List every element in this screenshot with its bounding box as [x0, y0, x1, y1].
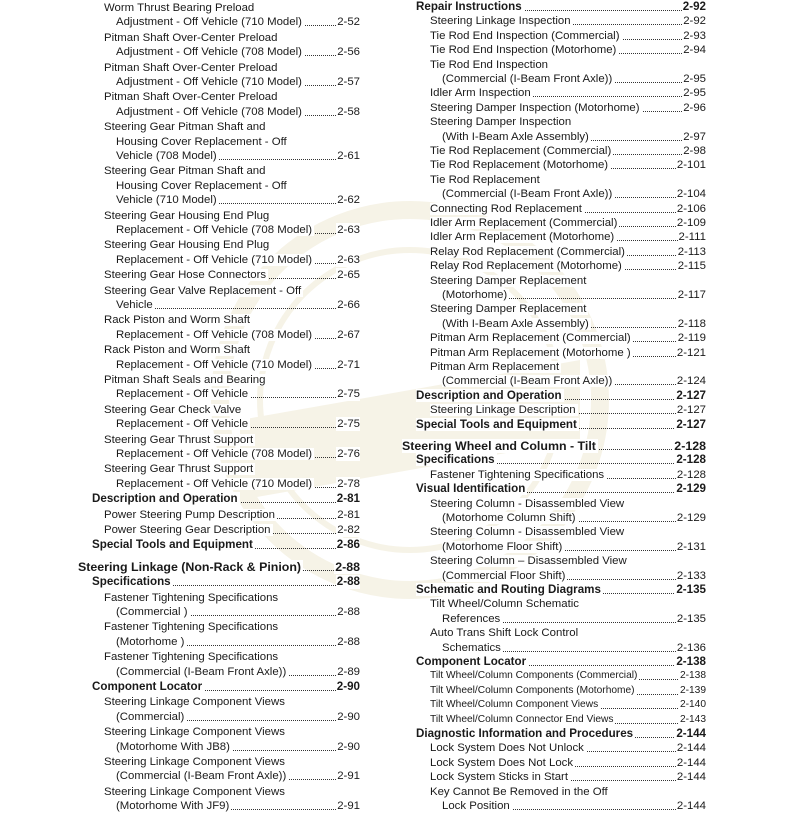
toc-page-number: 2-61: [337, 150, 360, 162]
toc-entry-line[interactable]: [116, 710, 360, 724]
toc-entry-line[interactable]: [104, 403, 360, 417]
toc-entry-line[interactable]: [104, 61, 360, 75]
toc-entry-line[interactable]: [116, 635, 360, 649]
toc-entry-title: Replacement - Off Vehicle (710 Model): [116, 358, 313, 371]
toc-entry-line[interactable]: [430, 144, 706, 158]
toc-entry-line[interactable]: [116, 769, 360, 783]
toc-entry-title: Rack Piston and Worm Shaft: [104, 344, 251, 357]
toc-entry-line[interactable]: [104, 591, 360, 605]
toc-entry-title: Steering Linkage Component Views: [104, 726, 285, 739]
toc-entry-title: Tie Rod End Inspection (Motorhome): [430, 44, 617, 57]
toc-entry-title: Fastener Tightening Specifications: [104, 621, 279, 634]
toc-entry-line[interactable]: [104, 31, 360, 45]
toc-page-number: 2-101: [676, 159, 706, 172]
toc-entry-title: (Commercial (I-Beam Front Axle)): [442, 188, 613, 201]
toc-entry-title: Repair Instructions: [416, 0, 522, 13]
toc-entry-line[interactable]: [116, 135, 360, 149]
toc-page-number: 2-104: [676, 188, 706, 201]
toc-entry-line[interactable]: [430, 403, 706, 417]
toc-entry-line[interactable]: [430, 597, 706, 611]
toc-page-number: 2-90: [337, 740, 360, 753]
toc-entry-title: Component Locator: [92, 680, 203, 693]
toc-entry-line[interactable]: [442, 612, 706, 626]
toc-entry-title: (Motorhome ): [116, 635, 185, 648]
toc-page-number: 2-138: [679, 670, 706, 682]
toc-entry-title: (With I-Beam Axle Assembly): [442, 317, 589, 330]
toc-entry-line[interactable]: [104, 313, 360, 327]
toc-entry-title: Relay Rod Replacement (Motorhome): [430, 260, 622, 273]
toc-entry-title: Steering Gear Check Valve: [104, 403, 242, 416]
toc-entry-line[interactable]: [430, 713, 706, 727]
toc-entry-title: Pitman Shaft Seals and Bearing: [104, 374, 266, 386]
toc-page-number: 2-52: [337, 16, 360, 29]
toc-entry-title: (With I-Beam Axle Assembly): [442, 130, 589, 143]
toc-entry-title: (Commercial ): [116, 606, 188, 618]
toc-entry-title: Steering Damper Inspection: [430, 116, 572, 129]
toc-entry-title: (Motorhome With JF9): [116, 800, 230, 813]
toc-page-number: 2-95: [683, 87, 706, 100]
toc-page-number: 2-88: [336, 575, 360, 589]
toc-page-number: 2-75: [337, 388, 360, 401]
toc-entry-line[interactable]: [430, 245, 706, 259]
toc-entry-line[interactable]: [430, 158, 706, 172]
toc-entry-title: Schematics: [442, 641, 501, 654]
toc-entry-title: Tilt Wheel/Column Schematic: [430, 598, 579, 611]
toc-page-number: 2-57: [337, 76, 360, 88]
toc-entry-title: Steering Wheel and Column - Tilt: [402, 439, 596, 453]
toc-page-number: 2-71: [337, 358, 360, 371]
toc-page-number: 2-96: [683, 101, 706, 114]
toc-entry-line[interactable]: [430, 43, 706, 57]
toc-entry-line[interactable]: [430, 360, 706, 374]
toc-entry-title: Steering Damper Replacement: [430, 303, 587, 316]
toc-entry-line[interactable]: [430, 497, 706, 511]
toc-entry-line[interactable]: [430, 14, 706, 28]
toc-entry-line[interactable]: [416, 482, 706, 496]
toc-entry-title: (Commercial (I-Beam Front Axle)): [116, 770, 287, 783]
toc-entry-title: Power Steering Pump Description: [104, 508, 275, 521]
toc-entry-title: Lock System Does Not Unlock: [430, 742, 584, 755]
toc-entry-title: Pitman Arm Replacement (Motorhome ): [430, 346, 631, 359]
toc-entry-title: Tilt Wheel/Column Components (Commercial): [430, 670, 638, 682]
toc-page-number: 2-97: [683, 130, 706, 143]
toc-page-number: 2-144: [676, 727, 706, 740]
toc-entry-title: (Commercial): [116, 710, 185, 723]
toc-page-number: 2-133: [676, 569, 706, 582]
toc-page-number: 2-109: [676, 217, 706, 229]
toc-entry-line[interactable]: [104, 1, 360, 15]
toc-entry-line[interactable]: [104, 755, 360, 769]
toc-entry-title: Specifications: [416, 453, 495, 467]
toc-entry-line[interactable]: [442, 569, 706, 583]
toc-entry-title: Vehicle: [116, 299, 153, 311]
toc-entry-title: Steering Gear Housing End Plug: [104, 239, 270, 252]
toc-page-number: 2-65: [337, 269, 360, 282]
toc-entry-line[interactable]: [104, 268, 360, 282]
toc-entry-line[interactable]: [116, 105, 360, 119]
toc-entry-line[interactable]: [430, 331, 706, 345]
toc-page-number: 2-117: [677, 289, 706, 301]
toc-entry-title: (Motorhome With JB8): [116, 740, 230, 753]
toc-entry-line[interactable]: [104, 90, 360, 104]
toc-entry-line[interactable]: [116, 799, 360, 813]
toc-entry-title: Idler Arm Inspection: [430, 87, 531, 100]
toc-entry-line[interactable]: [430, 756, 706, 770]
toc-entry-line[interactable]: [116, 447, 360, 461]
toc-entry-line[interactable]: [104, 462, 360, 476]
toc-page-number: 2-106: [676, 202, 706, 215]
toc-entry-line[interactable]: [92, 680, 360, 694]
toc-entry-title: Specifications: [92, 575, 171, 589]
toc-entry-title: Description and Operation: [92, 492, 238, 506]
toc-entry-title: Pitman Shaft Over-Center Preload: [104, 31, 278, 44]
toc-entry-line[interactable]: [442, 641, 706, 655]
toc-entry-title: Pitman Shaft Over-Center Preload: [104, 61, 278, 74]
toc-entry-line[interactable]: [442, 187, 706, 201]
toc-entry-line[interactable]: [116, 75, 360, 89]
toc-entry-title: Power Steering Gear Description: [104, 524, 271, 536]
toc-entry-line[interactable]: [442, 130, 706, 144]
toc-entry-title: Relay Rod Replacement (Commercial): [430, 245, 625, 258]
toc-page-number: 2-98: [683, 145, 706, 157]
toc-entry-line[interactable]: [104, 695, 360, 709]
toc-entry-line[interactable]: [430, 684, 706, 698]
toc-entry-line[interactable]: [430, 202, 706, 216]
toc-entry-title: Replacement - Off Vehicle: [116, 388, 249, 401]
toc-page-number: 2-95: [683, 73, 706, 85]
toc-page-number: 2-82: [337, 524, 360, 536]
toc-page-number: 2-89: [337, 665, 360, 678]
toc-page-number: 2-66: [337, 299, 360, 311]
toc-page-number: 2-90: [336, 680, 360, 693]
toc-page-number: 2-78: [337, 477, 360, 490]
toc-entry-title: Pitman Arm Replacement: [430, 361, 560, 373]
toc-page-number: 2-86: [336, 538, 360, 552]
toc-entry-line[interactable]: [116, 328, 360, 342]
toc-page-number: 2-62: [337, 194, 360, 207]
toc-entry-title: Rack Piston and Worm Shaft: [104, 314, 251, 327]
toc-entry-line[interactable]: [92, 492, 360, 506]
toc-entry-title: Pitman Arm Replacement (Commercial): [430, 332, 631, 345]
toc-entry-title: Steering Linkage Component Views: [104, 756, 285, 768]
toc-entry-line[interactable]: [104, 508, 360, 522]
toc-entry-line[interactable]: [116, 15, 360, 29]
toc-entry-line[interactable]: [430, 259, 706, 273]
toc-entry-line[interactable]: [92, 538, 360, 552]
toc-page-number: 2-127: [676, 417, 706, 431]
toc-entry-line[interactable]: [430, 669, 706, 683]
toc-entry-line[interactable]: [104, 238, 360, 252]
toc-page-number: 2-81: [336, 492, 360, 506]
toc-entry-title: Lock Position: [442, 800, 510, 812]
toc-entry-line[interactable]: [104, 164, 360, 178]
toc-entry-line[interactable]: [430, 468, 706, 482]
toc-entry-title: Steering Column – Disassembled View: [430, 555, 627, 568]
toc-page-number: 2-144: [676, 771, 706, 784]
toc-entry-line[interactable]: [104, 209, 360, 223]
toc-entry-line[interactable]: [416, 0, 706, 14]
toc-entry-line[interactable]: [416, 453, 706, 467]
toc-page-number: 2-128: [674, 439, 706, 453]
toc-entry-title: Replacement - Off Vehicle (708 Model): [116, 328, 313, 341]
toc-entry-line[interactable]: [116, 193, 360, 207]
toc-entry-line[interactable]: [430, 274, 706, 288]
toc-page-number: 2-118: [677, 317, 706, 330]
toc-entry-line[interactable]: [442, 799, 706, 813]
toc-entry-line[interactable]: [116, 605, 360, 619]
toc-entry-title: Steering Linkage Component Views: [104, 696, 285, 709]
toc-entry-line[interactable]: [430, 230, 706, 244]
toc-entry-title: (Motorhome Column Shift): [442, 512, 576, 524]
toc-entry-title: Steering Damper Replacement: [430, 274, 587, 287]
toc-entry-line[interactable]: [116, 740, 360, 754]
toc-page-number: 2-88: [337, 635, 360, 648]
toc-entry-line[interactable]: [104, 785, 360, 799]
toc-entry-line[interactable]: [78, 560, 360, 574]
toc-page-number: 2-139: [679, 684, 706, 696]
toc-page-number: 2-143: [679, 713, 706, 725]
toc-entry-title: Auto Trans Shift Lock Control: [430, 627, 579, 640]
toc-entry-title: Steering Gear Housing End Plug: [104, 209, 270, 222]
toc-entry-line[interactable]: [430, 216, 706, 230]
toc-page-number: 2-119: [677, 332, 706, 345]
toc-page-number: 2-90: [337, 710, 360, 723]
toc-entry-line[interactable]: [104, 725, 360, 739]
toc-entry-title: Steering Gear Valve Replacement - Off: [104, 284, 302, 297]
toc-page-number: 2-131: [676, 540, 706, 553]
toc-entry-line[interactable]: [442, 540, 706, 554]
toc-entry-title: Replacement - Off Vehicle: [116, 418, 249, 431]
toc-page-number: 2-140: [679, 699, 706, 711]
toc-page-number: 2-113: [677, 245, 706, 258]
toc-entry-title: Tie Rod Replacement (Motorhome): [430, 159, 609, 172]
toc-entry-title: Tilt Wheel/Column Connector End Views: [430, 713, 614, 725]
toc-page-number: 2-135: [676, 583, 706, 596]
toc-entry-title: Steering Linkage (Non-Rack & Pinion): [78, 559, 302, 574]
toc-entry-line[interactable]: [104, 433, 360, 447]
toc-entry-line[interactable]: [430, 698, 706, 712]
toc-entry-line[interactable]: [104, 343, 360, 357]
toc-entry-title: Schematic and Routing Diagrams: [416, 583, 601, 596]
toc-entry-title: Steering Damper Inspection (Motorhome): [430, 101, 640, 114]
toc-entry-title: Connecting Rod Replacement: [430, 202, 582, 215]
toc-entry-line[interactable]: [442, 374, 706, 388]
toc-page-number: 2-129: [676, 512, 706, 524]
toc-page-number: 2-124: [676, 375, 706, 388]
toc-page-number: 2-75: [337, 418, 360, 431]
toc-page-number: 2-136: [676, 641, 706, 654]
toc-entry-line[interactable]: [416, 727, 706, 741]
toc-entry-line[interactable]: [430, 115, 706, 129]
toc-entry-title: Visual Identification: [416, 482, 526, 496]
toc-entry-line[interactable]: [116, 149, 360, 163]
toc-entry-line[interactable]: [430, 29, 706, 43]
toc-entry-title: Tie Rod End Inspection: [430, 58, 548, 71]
toc-page-number: 2-91: [337, 770, 360, 783]
toc-page-number: 2-67: [337, 328, 360, 341]
toc-entry-title: Key Cannot Be Removed in the Off: [430, 785, 608, 798]
toc-entry-line[interactable]: [430, 741, 706, 755]
toc-entry-title: (Commercial Floor Shift): [442, 569, 566, 582]
toc-entry-title: (Motorhome Floor Shift): [442, 540, 563, 553]
toc-entry-line[interactable]: [442, 317, 706, 331]
toc-page-number: 2-144: [676, 742, 706, 755]
toc-entry-title: Housing Cover Replacement - Off: [116, 179, 287, 192]
toc-page-number: 2-128: [676, 453, 706, 467]
toc-entry-title: Special Tools and Equipment: [416, 417, 577, 431]
toc-entry-title: Special Tools and Equipment: [92, 538, 253, 552]
toc-entry-title: Adjustment - Off Vehicle (710 Model): [116, 16, 302, 29]
toc-page-number: 2-127: [676, 388, 706, 402]
toc-entry-line[interactable]: [442, 72, 706, 86]
toc-entry-title: Adjustment - Off Vehicle (708 Model): [116, 105, 302, 118]
toc-entry-line[interactable]: [116, 358, 360, 372]
toc-entry-line[interactable]: [116, 223, 360, 237]
toc-entry-line[interactable]: [416, 583, 706, 597]
toc-entry-line[interactable]: [116, 253, 360, 267]
toc-page-number: 2-76: [337, 448, 360, 460]
toc-entry-line[interactable]: [104, 523, 360, 537]
toc-entry-title: Tilt Wheel/Column Component Views: [430, 699, 599, 711]
toc-entry-title: Idler Arm Replacement (Motorhome): [430, 231, 615, 244]
toc-page-number: 2-88: [337, 606, 360, 618]
toc-page-number: 2-92: [683, 15, 706, 28]
toc-entry-line[interactable]: [430, 554, 706, 568]
toc-entry-title: Steering Gear Pitman Shaft and: [104, 165, 266, 178]
toc-entry-title: References: [442, 612, 501, 625]
toc-entry-line[interactable]: [416, 655, 706, 669]
toc-entry-line[interactable]: [442, 511, 706, 525]
toc-entry-title: Lock System Does Not Lock: [430, 756, 574, 769]
toc-entry-line[interactable]: [402, 439, 706, 453]
toc-entry-line[interactable]: [104, 650, 360, 664]
toc-entry-line[interactable]: [104, 620, 360, 634]
toc-entry-line[interactable]: [104, 284, 360, 298]
toc-entry-title: Steering Gear Thrust Support: [104, 433, 254, 446]
toc-entry-line[interactable]: [430, 346, 706, 360]
toc-page-number: 2-129: [676, 482, 706, 496]
toc-entry-title: Steering Gear Pitman Shaft and: [104, 121, 266, 134]
toc-entry-line[interactable]: [116, 477, 360, 491]
toc-entry-line[interactable]: [430, 58, 706, 72]
toc-entry-title: Steering Gear Thrust Support: [104, 463, 254, 476]
toc-entry-line[interactable]: [430, 86, 706, 100]
toc-entry-line[interactable]: [430, 101, 706, 115]
toc-entry-title: Idler Arm Replacement (Commercial): [430, 217, 618, 229]
toc-page-number: 2-91: [337, 800, 360, 813]
toc-entry-title: Tilt Wheel/Column Components (Motorhome): [430, 684, 635, 696]
toc-entry-title: Vehicle (708 Model): [116, 150, 217, 162]
toc-entry-title: Steering Linkage Description: [430, 404, 576, 417]
toc-entry-title: Fastener Tightening Specifications: [104, 651, 279, 664]
toc-entry-line[interactable]: [92, 575, 360, 589]
toc-entry-title: (Motorhome): [442, 289, 508, 301]
toc-entry-line[interactable]: [116, 387, 360, 401]
toc-entry-title: Description and Operation: [416, 388, 562, 402]
toc-entry-line[interactable]: [416, 389, 706, 403]
toc-entry-line[interactable]: [116, 179, 360, 193]
toc-entry-line[interactable]: [116, 417, 360, 431]
toc-page-number: 2-81: [337, 508, 360, 521]
toc-entry-title: (Commercial (I-Beam Front Axle)): [442, 375, 613, 388]
toc-entry-title: Housing Cover Replacement - Off: [116, 135, 287, 148]
toc-entry-line[interactable]: [430, 626, 706, 640]
toc-entry-title: Lock System Sticks in Start: [430, 771, 568, 784]
toc-page-number: 2-135: [676, 612, 706, 625]
toc-page-number: 2-138: [676, 655, 706, 668]
toc-entry-title: Replacement - Off Vehicle (708 Model): [116, 224, 313, 236]
toc-entry-title: Steering Column - Disassembled View: [430, 526, 625, 539]
toc-page-number: 2-115: [677, 260, 706, 273]
toc-page-number: 2-63: [337, 224, 360, 236]
toc-entry-title: Fastener Tightening Specifications: [104, 591, 279, 604]
toc-page-number: 2-111: [678, 231, 706, 244]
toc-entry-line[interactable]: [442, 288, 706, 302]
toc-page-number: 2-63: [337, 253, 360, 266]
toc-entry-title: Pitman Shaft Over-Center Preload: [104, 91, 278, 104]
toc-page-number: 2-121: [676, 346, 706, 359]
toc-entry-title: Tie Rod End Inspection (Commercial): [430, 29, 620, 42]
toc-page-number: 2-144: [676, 800, 706, 812]
toc-entry-line[interactable]: [430, 302, 706, 316]
toc-entry-title: Diagnostic Information and Procedures: [416, 727, 634, 740]
toc-page-number: 2-88: [335, 559, 360, 574]
toc-page-number: 2-127: [676, 404, 706, 417]
toc-entry-title: Steering Column - Disassembled View: [430, 497, 625, 510]
toc-page-number: 2-94: [683, 44, 706, 57]
toc-entry-title: Replacement - Off Vehicle (708 Model): [116, 448, 313, 460]
toc-entry-line[interactable]: [116, 298, 360, 312]
toc-page-number: 2-58: [337, 105, 360, 118]
toc-page-number: 2-144: [676, 756, 706, 769]
toc-entry-title: Adjustment - Off Vehicle (708 Model): [116, 46, 302, 59]
toc-entry-line[interactable]: [430, 173, 706, 187]
toc-entry-title: Vehicle (710 Model): [116, 194, 217, 207]
toc-entry-title: Worm Thrust Bearing Preload: [104, 2, 255, 14]
toc-entry-line[interactable]: [104, 120, 360, 134]
toc-entry-title: Steering Linkage Inspection: [430, 15, 571, 28]
toc-entry-line[interactable]: [116, 45, 360, 59]
toc-page-number: 2-93: [683, 29, 706, 42]
toc-entry-title: (Commercial (I-Beam Front Axle)): [442, 73, 613, 85]
toc-entry-title: (Commercial (I-Beam Front Axle)): [116, 665, 287, 678]
toc-entry-title: Fastener Tightening Specifications: [430, 468, 605, 481]
toc-entry-title: Steering Linkage Component Views: [104, 785, 285, 798]
toc-page-number: 2-92: [682, 0, 706, 13]
toc-entry-line[interactable]: [430, 770, 706, 784]
toc-entry-line[interactable]: [104, 373, 360, 387]
toc-entry-line[interactable]: [116, 665, 360, 679]
toc-page-number: 2-56: [337, 46, 360, 59]
toc-entry-line[interactable]: [430, 785, 706, 799]
toc-entry-title: Replacement - Off Vehicle (710 Model): [116, 477, 313, 490]
toc-page-number: 2-128: [676, 468, 706, 481]
toc-entry-title: Steering Gear Hose Connectors: [104, 269, 267, 282]
toc-entry-line[interactable]: [416, 418, 706, 432]
toc-entry-title: Replacement - Off Vehicle (710 Model): [116, 253, 313, 266]
toc-entry-title: Adjustment - Off Vehicle (710 Model): [116, 76, 302, 88]
toc-entry-title: Component Locator: [416, 655, 527, 668]
toc-entry-line[interactable]: [430, 525, 706, 539]
toc-entry-title: Tie Rod Replacement (Commercial): [430, 145, 612, 157]
toc-entry-title: Tie Rod Replacement: [430, 173, 540, 186]
